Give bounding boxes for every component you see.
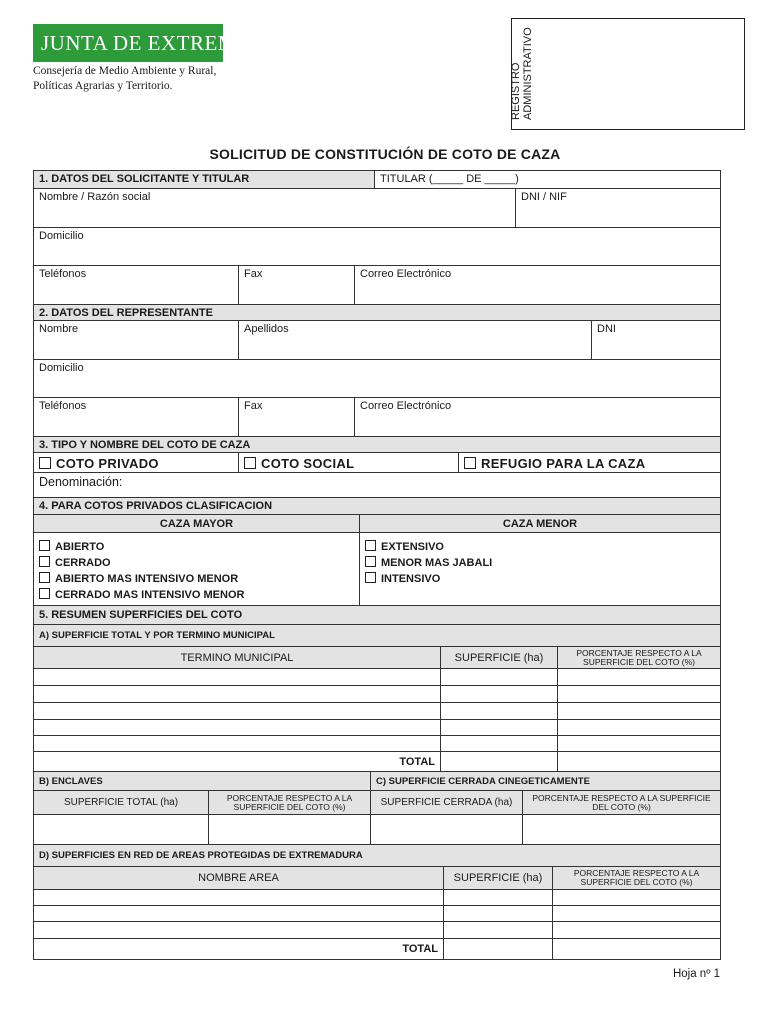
d-row-3-nombre[interactable] — [33, 921, 444, 939]
mayor-item-cerrado-intensivo[interactable] — [39, 587, 354, 603]
d-row-2-superficie[interactable] — [443, 905, 553, 922]
item-label: CERRADO — [55, 557, 111, 569]
telefonos-field[interactable]: Teléfonos — [33, 265, 239, 305]
a-row-3-porcentaje[interactable] — [557, 702, 721, 720]
d-total-label: TOTAL — [33, 938, 444, 960]
option-refugio[interactable] — [458, 452, 721, 473]
page-number: Hoja nº 1 — [672, 968, 720, 980]
b-col-superficie: SUPERFICIE TOTAL (ha) — [33, 790, 209, 815]
a-total-superficie[interactable] — [440, 751, 558, 772]
d-row-1-superficie[interactable] — [443, 889, 553, 906]
item-label: ABIERTO MAS INTENSIVO MENOR — [55, 573, 239, 585]
a-row-4-superficie[interactable] — [440, 719, 558, 736]
checkbox[interactable] — [39, 540, 50, 551]
junta-logo: JUNTA DE EXTREMADURA — [33, 24, 223, 62]
d-row-2-nombre[interactable] — [33, 905, 444, 922]
dni-nif-field[interactable]: DNI / NIF — [515, 188, 721, 228]
option-label: COTO SOCIAL — [261, 456, 355, 471]
c-porcentaje-value[interactable] — [522, 814, 721, 845]
rep-apellidos-field[interactable]: Apellidos — [238, 320, 592, 360]
checkbox[interactable] — [39, 572, 50, 583]
a-row-2-superficie[interactable] — [440, 685, 558, 703]
checkbox[interactable] — [39, 556, 50, 567]
rep-correo-field[interactable]: Correo Electrónico — [354, 397, 721, 437]
d-col-superficie: SUPERFICIE (ha) — [443, 866, 553, 890]
c-col-porcentaje: PORCENTAJE RESPECTO A LA SUPERFICIE DEL COTO (%) — [522, 790, 721, 815]
d-row-3-superficie[interactable] — [443, 921, 553, 939]
mayor-item-abierto-intensivo[interactable] — [39, 571, 354, 587]
checkbox[interactable] — [365, 556, 376, 567]
mayor-item-abierto[interactable] — [39, 539, 354, 555]
domicilio-field[interactable]: Domicilio — [33, 227, 721, 266]
d-row-3-porcentaje[interactable] — [552, 921, 721, 939]
registro-line1: REGISTRO — [510, 62, 522, 120]
option-coto-social[interactable] — [238, 452, 459, 473]
consejeria-text — [33, 64, 293, 94]
a-row-4-termino[interactable] — [33, 719, 441, 736]
d-row-2-porcentaje[interactable] — [552, 905, 721, 922]
a-row-5-porcentaje[interactable] — [557, 735, 721, 752]
s4-heading: 4. PARA COTOS PRIVADOS CLASIFICACION — [33, 497, 721, 515]
d-row-1-porcentaje[interactable] — [552, 889, 721, 906]
caza-menor-list — [359, 532, 721, 606]
checkbox[interactable] — [365, 540, 376, 551]
caza-menor-header: CAZA MENOR — [359, 514, 721, 533]
a-col-porcentaje: PORCENTAJE RESPECTO A LA SUPERFICIE DEL COTO (%) — [557, 646, 721, 669]
caza-mayor-list — [33, 532, 360, 606]
d-col-porcentaje: PORCENTAJE RESPECTO A LA SUPERFICIE DEL COTO (%) — [552, 866, 721, 890]
caza-mayor-header: CAZA MAYOR — [33, 514, 360, 533]
c-col-superficie: SUPERFICIE CERRADA (ha) — [370, 790, 523, 815]
checkbox[interactable] — [365, 572, 376, 583]
s5a-heading: A) SUPERFICIE TOTAL Y POR TERMINO MUNICIPAL — [33, 624, 721, 647]
correo-field[interactable]: Correo Electrónico — [354, 265, 721, 305]
a-col-termino: TERMINO MUNICIPAL — [33, 646, 441, 669]
option-coto-privado[interactable] — [33, 452, 239, 473]
option-label: REFUGIO PARA LA CAZA — [481, 456, 646, 471]
form-title: SOLICITUD DE CONSTITUCIÓN DE COTO DE CAZA — [209, 146, 561, 162]
a-row-3-termino[interactable] — [33, 702, 441, 720]
rep-dni-field[interactable]: DNI — [591, 320, 721, 360]
checkbox[interactable] — [244, 457, 256, 469]
mayor-item-cerrado[interactable] — [39, 555, 354, 571]
s1-heading: 1. DATOS DEL SOLICITANTE Y TITULAR — [33, 170, 375, 189]
fax-field[interactable]: Fax — [238, 265, 355, 305]
a-row-5-superficie[interactable] — [440, 735, 558, 752]
item-label: CERRADO MAS INTENSIVO MENOR — [55, 589, 245, 601]
denominacion-field[interactable]: Denominación: — [33, 472, 721, 498]
b-col-porcentaje: PORCENTAJE RESPECTO A LA SUPERFICIE DEL COTO (%) — [208, 790, 371, 815]
d-row-1-nombre[interactable] — [33, 889, 444, 906]
registro-label — [510, 20, 534, 120]
a-total-porcentaje[interactable] — [557, 751, 721, 772]
c-superficie-value[interactable] — [370, 814, 523, 845]
option-label: COTO PRIVADO — [56, 456, 159, 471]
registro-box — [511, 18, 745, 130]
rep-domicilio-field[interactable]: Domicilio — [33, 359, 721, 398]
s5-heading: 5. RESUMEN SUPERFICIES DEL COTO — [33, 605, 721, 625]
checkbox[interactable] — [464, 457, 476, 469]
a-row-1-superficie[interactable] — [440, 668, 558, 686]
d-total-superficie[interactable] — [443, 938, 553, 960]
item-label: ABIERTO — [55, 541, 105, 553]
s2-heading: 2. DATOS DEL REPRESENTANTE — [33, 304, 721, 321]
rep-fax-field[interactable]: Fax — [238, 397, 355, 437]
registro-line2: ADMINISTRATIVO — [522, 27, 534, 120]
consejeria-line1: Consejería de Medio Ambiente y Rural, — [33, 65, 217, 77]
rep-telefonos-field[interactable]: Teléfonos — [33, 397, 239, 437]
d-heading: D) SUPERFICIES EN RED DE AREAS PROTEGIDAS DE EXTREMADURA — [33, 844, 721, 867]
a-row-2-termino[interactable] — [33, 685, 441, 703]
item-label: EXTENSIVO — [381, 541, 444, 553]
menor-item-jabali[interactable] — [365, 555, 715, 571]
a-row-4-porcentaje[interactable] — [557, 719, 721, 736]
b-superficie-value[interactable] — [33, 814, 209, 845]
a-row-1-termino[interactable] — [33, 668, 441, 686]
b-heading: B) ENCLAVES — [33, 771, 371, 791]
b-porcentaje-value[interactable] — [208, 814, 371, 845]
d-col-nombre: NOMBRE AREA — [33, 866, 444, 890]
titular-field[interactable]: TITULAR (_____ DE _____) — [374, 170, 721, 189]
a-row-3-superficie[interactable] — [440, 702, 558, 720]
item-label: MENOR MAS JABALI — [381, 557, 493, 569]
checkbox[interactable] — [39, 457, 51, 469]
item-label: INTENSIVO — [381, 573, 441, 585]
a-total-label: TOTAL — [33, 751, 441, 772]
c-heading: C) SUPERFICIE CERRADA CINEGETICAMENTE — [370, 771, 721, 791]
nombre-razon-field[interactable]: Nombre / Razón social — [33, 188, 516, 228]
a-col-superficie: SUPERFICIE (ha) — [440, 646, 558, 669]
menor-item-intensivo[interactable] — [365, 571, 715, 587]
a-row-5-termino[interactable] — [33, 735, 441, 752]
rep-nombre-field[interactable]: Nombre — [33, 320, 239, 360]
a-row-1-porcentaje[interactable] — [557, 668, 721, 686]
s3-heading: 3. TIPO Y NOMBRE DEL COTO DE CAZA — [33, 436, 721, 453]
consejeria-line2: Políticas Agrarias y Territorio. — [33, 80, 173, 92]
a-row-2-porcentaje[interactable] — [557, 685, 721, 703]
menor-item-extensivo[interactable] — [365, 539, 715, 555]
checkbox[interactable] — [39, 588, 50, 599]
d-total-porcentaje[interactable] — [552, 938, 721, 960]
